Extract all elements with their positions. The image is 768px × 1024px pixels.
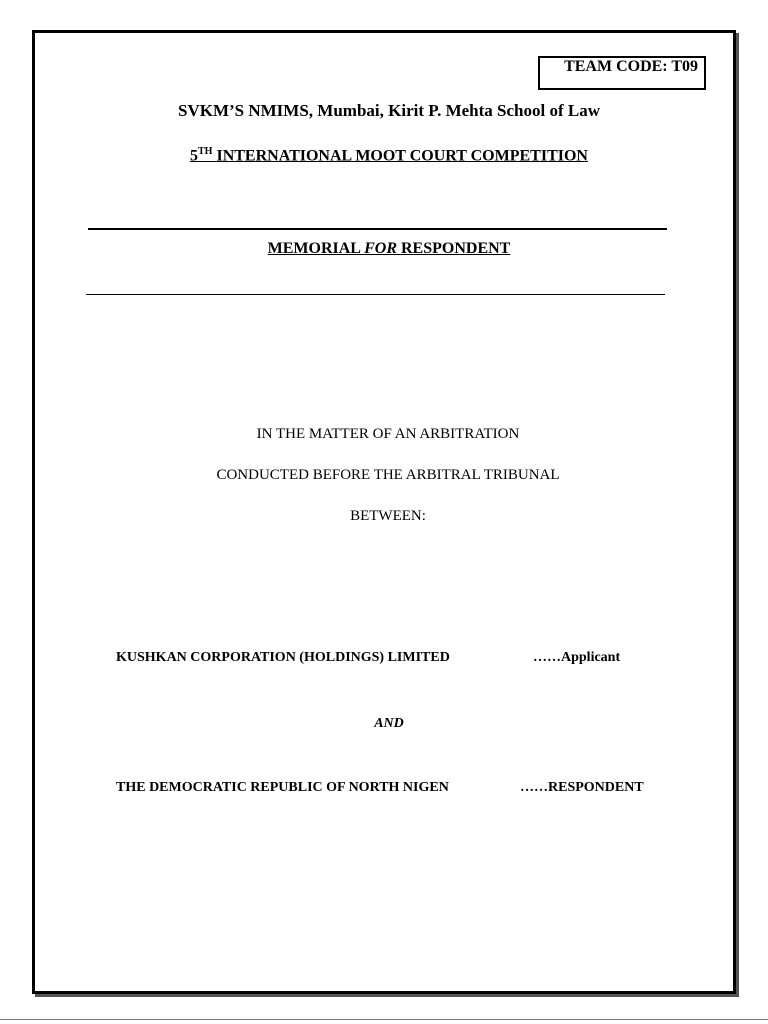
applicant-name: KUSHKAN CORPORATION (HOLDINGS) LIMITED <box>116 650 450 665</box>
competition-number: 5 <box>190 147 199 165</box>
and-separator: AND <box>374 716 404 731</box>
competition-suffix: TH <box>198 146 213 157</box>
matter-line-2: CONDUCTED BEFORE THE ARBITRAL TRIBUNAL <box>216 467 560 483</box>
memorial-prefix: MEMORIAL <box>267 240 365 257</box>
respondent-name: THE DEMOCRATIC REPUBLIC OF NORTH NIGEN <box>116 780 449 795</box>
team-code-box <box>538 56 706 90</box>
divider-top <box>88 228 667 230</box>
divider-bottom <box>86 294 665 295</box>
memorial-for: FOR <box>364 240 397 257</box>
memorial-suffix: RESPONDENT <box>397 240 511 257</box>
team-code-text: TEAM CODE: T09 <box>564 58 698 75</box>
competition-title <box>0 146 768 165</box>
respondent-role: ……RESPONDENT <box>520 780 644 795</box>
competition-name: INTERNATIONAL MOOT COURT COMPETITION <box>216 147 588 165</box>
matter-line-1: IN THE MATTER OF AN ARBITRATION <box>256 426 520 442</box>
footer-rule <box>0 1019 768 1020</box>
school-name: SVKM’S NMIMS, Mumbai, Kirit P. Mehta School of Law <box>177 101 600 120</box>
applicant-role: ……Applicant <box>533 650 621 665</box>
memorial-title <box>0 240 768 258</box>
matter-line-3: BETWEEN: <box>350 508 426 524</box>
